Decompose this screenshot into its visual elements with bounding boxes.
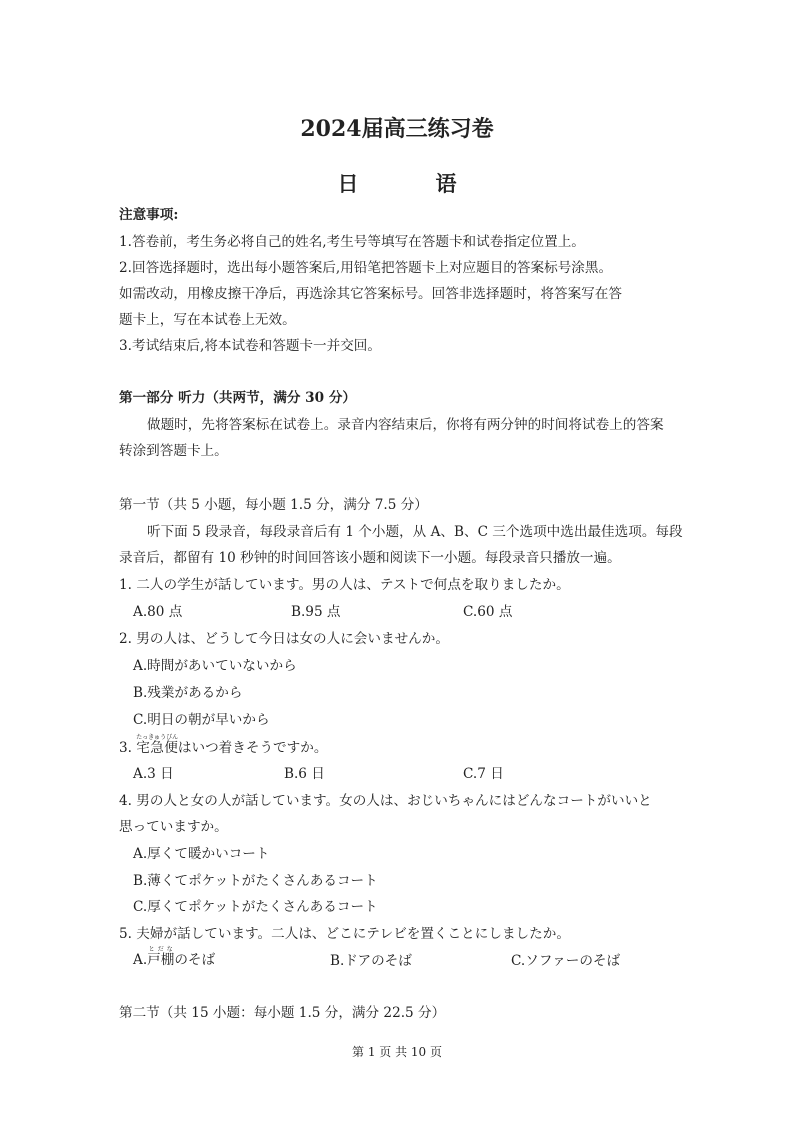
notice-item: 题卡上，写在本试卷上无效。 bbox=[119, 312, 296, 328]
section1-intro: 录音后，都留有 10 秒钟的时间回答该小题和阅读下一小题。每段录音只播放一遍。 bbox=[119, 550, 621, 566]
question-stem: 4. 男の人と女の人が話しています。女の人は、おじいちゃんにはどんなコートがいいと bbox=[119, 793, 652, 809]
question-stem: 思っていますか。 bbox=[119, 819, 228, 835]
section1-heading: 第一节（共 5 小题，每小题 1.5 分，满分 7.5 分） bbox=[119, 497, 428, 513]
notice-item: 如需改动，用橡皮擦干净后，再选涂其它答案标号。回答非选择题时，将答案写在答 bbox=[119, 286, 622, 302]
part1-heading: 第一部分 听力（共两节，满分 30 分） bbox=[119, 390, 357, 406]
option-a: A.時間があいていないから bbox=[133, 658, 297, 674]
option-a: A.80 点 bbox=[133, 604, 183, 620]
page-footer: 第 1 页 共 10 页 bbox=[352, 1045, 442, 1059]
option-a: A.厚くて暖かいコート bbox=[133, 846, 270, 862]
option-c: C.厚くてポケットがたくさんあるコート bbox=[133, 899, 378, 915]
ruby-word: 宅急便たっきゅうびん bbox=[136, 734, 179, 756]
notice-item: 2.回答选择题时，选出每小题答案后,用铅笔把答题卡上对应题目的答案标号涂黑。 bbox=[119, 260, 613, 276]
question-stem: 2. 男の人は、どうして今日は女の人に会いませんか。 bbox=[119, 631, 449, 647]
option-b: B.6 日 bbox=[284, 766, 325, 782]
section2-heading: 第二节（共 15 小题：每小题 1.5 分，满分 22.5 分） bbox=[119, 1005, 446, 1021]
part1-intro: 转涂到答题卡上。 bbox=[119, 443, 228, 459]
subject-title: 日 语 bbox=[337, 171, 485, 196]
option-c: C.明日の朝が早いから bbox=[133, 712, 270, 728]
ruby-word: 戸棚とだな bbox=[147, 946, 175, 968]
option-b: B.薄くてポケットがたくさんあるコート bbox=[133, 873, 378, 889]
question-text: はいつ着きそうですか。 bbox=[177, 740, 328, 756]
option-c: C.7 日 bbox=[463, 766, 504, 782]
exam-title: 2024届高三练习卷 bbox=[300, 116, 494, 142]
option-a: A.戸棚とだなのそば bbox=[133, 946, 216, 968]
notice-item: 1.答卷前，考生务必将自己的姓名,考生号等填写在答题卡和试卷指定位置上。 bbox=[119, 234, 585, 250]
part1-intro: 做题时，先将答案标在试卷上。录音内容结束后，你将有两分钟的时间将试卷上的答案 bbox=[147, 417, 664, 433]
question-stem: 5. 夫婦が話しています。二人は、どこにテレビを置くことにしましたか。 bbox=[119, 926, 570, 942]
question-stem: 1. 二人の学生が話しています。男の人は、テストで何点を取りましたか。 bbox=[119, 577, 570, 593]
option-c: C.60 点 bbox=[463, 604, 513, 620]
option-c: C.ソファーのそば bbox=[511, 953, 621, 969]
notice-heading: 注意事项: bbox=[119, 207, 179, 223]
option-a: A.3 日 bbox=[133, 766, 174, 782]
option-b: B.残業があるから bbox=[133, 685, 243, 701]
question-number: 3. bbox=[119, 740, 137, 756]
option-b: B.ドアのそば bbox=[330, 953, 412, 969]
notice-item: 3.考试结束后,将本试卷和答题卡一并交回。 bbox=[119, 338, 381, 354]
question-stem bbox=[119, 734, 327, 760]
option-b: B.95 点 bbox=[291, 604, 341, 620]
section1-intro: 听下面 5 段录音，每段录音后有 1 个小题，从 A、B、C 三个选项中选出最佳选项。每段 bbox=[147, 524, 683, 540]
